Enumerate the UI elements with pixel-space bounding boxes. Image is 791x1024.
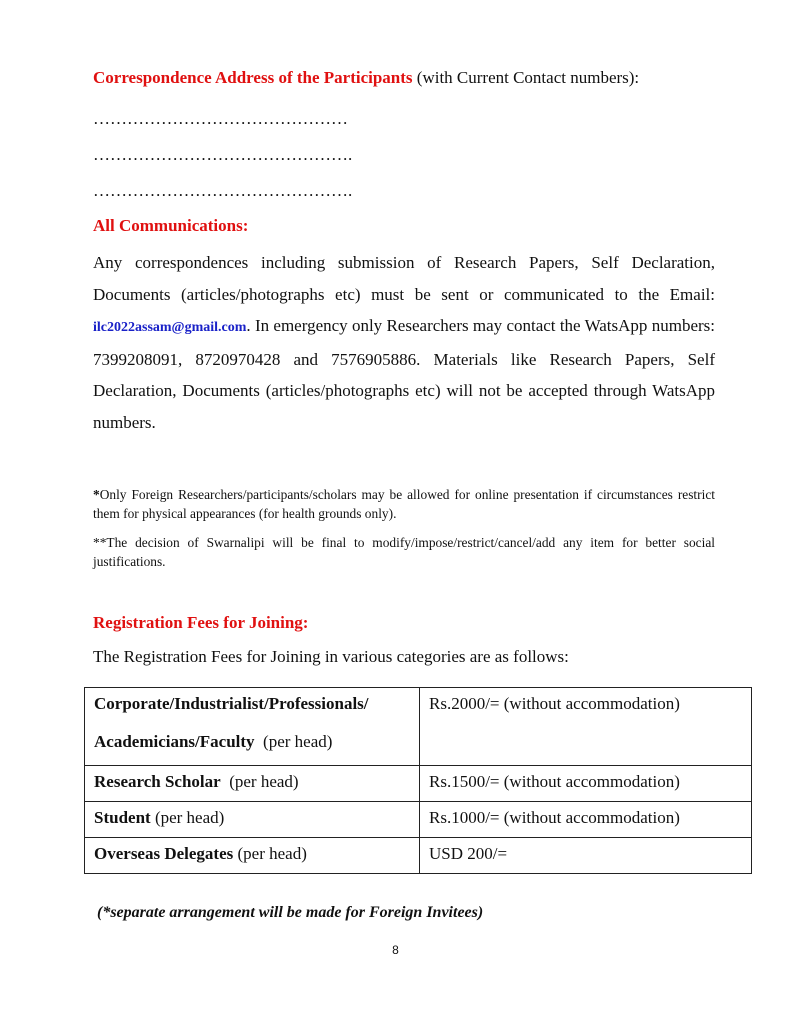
category-suffix: (per head) (150, 808, 225, 827)
table-row (85, 688, 752, 766)
address-line-1: ……………………………………… (93, 109, 348, 128)
communications-heading: All Communications: (93, 216, 249, 235)
table-row (85, 838, 752, 874)
category-label: Corporate/Industrialist/Professionals/ (94, 694, 369, 713)
correspondence-heading-suffix: (with Current Contact numbers): (412, 68, 640, 87)
category-cell (85, 802, 420, 838)
footnote-2: **The decision of Swarnalipi will be final to modify/impose/restrict/cancel/add any item for better social justifications. (93, 535, 715, 569)
category-label-2: Academicians/Faculty (94, 732, 255, 751)
category-label: Research Scholar (94, 772, 221, 791)
table-row (85, 802, 752, 838)
footnote-1-star: * (93, 487, 100, 502)
table-caption: (*separate arrangement will be made for Foreign Invitees) (97, 904, 484, 921)
fee-cell: Rs.2000/= (without accommodation) (420, 688, 752, 766)
fee-cell: Rs.1000/= (without accommodation) (420, 802, 752, 838)
category-cell (85, 766, 420, 802)
fee-cell: USD 200/= (420, 838, 752, 874)
fee-cell: Rs.1500/= (without accommodation) (420, 766, 752, 802)
footnote-1 (93, 485, 715, 523)
page-number: 8 (392, 943, 399, 957)
address-line-3: ………………………………………. (93, 181, 353, 200)
category-label: Student (94, 808, 151, 827)
email-link[interactable]: ilc2022assam@gmail.com (93, 320, 247, 335)
communications-text-2: . In emergency only Researchers may contact the WatsApp numbers: 7399208091, 8720970428 and 7576905886. Materials like Research Papers, Self Declaration, Documents (articles/photographs etc) will not be accepted through WatsApp numbers. (93, 316, 715, 432)
communications-paragraph (93, 247, 715, 438)
address-line-2: ………………………………………. (93, 145, 353, 164)
category-cell (85, 838, 420, 874)
table-row (85, 766, 752, 802)
communications-text-1: Any correspondences including submission of Research Papers, Self Declaration, Documents (articles/photographs etc) must be sent or communicated to the Email: (93, 253, 715, 304)
category-suffix: (per head) (233, 844, 307, 863)
footnote-1-text: Only Foreign Researchers/participants/scholars may be allowed for online presentation if circumstances restrict them for physical appearances (for health grounds only). (93, 487, 715, 521)
registration-heading: Registration Fees for Joining: (93, 613, 309, 632)
category-cell (85, 688, 420, 766)
fees-table (84, 687, 752, 874)
category-suffix: (per head) (220, 772, 299, 791)
category-suffix: (per head) (254, 732, 333, 751)
correspondence-line (93, 68, 639, 88)
correspondence-heading: Correspondence Address of the Participants (93, 68, 413, 87)
category-label: Overseas Delegates (94, 844, 234, 863)
registration-intro: The Registration Fees for Joining in various categories are as follows: (93, 647, 569, 666)
